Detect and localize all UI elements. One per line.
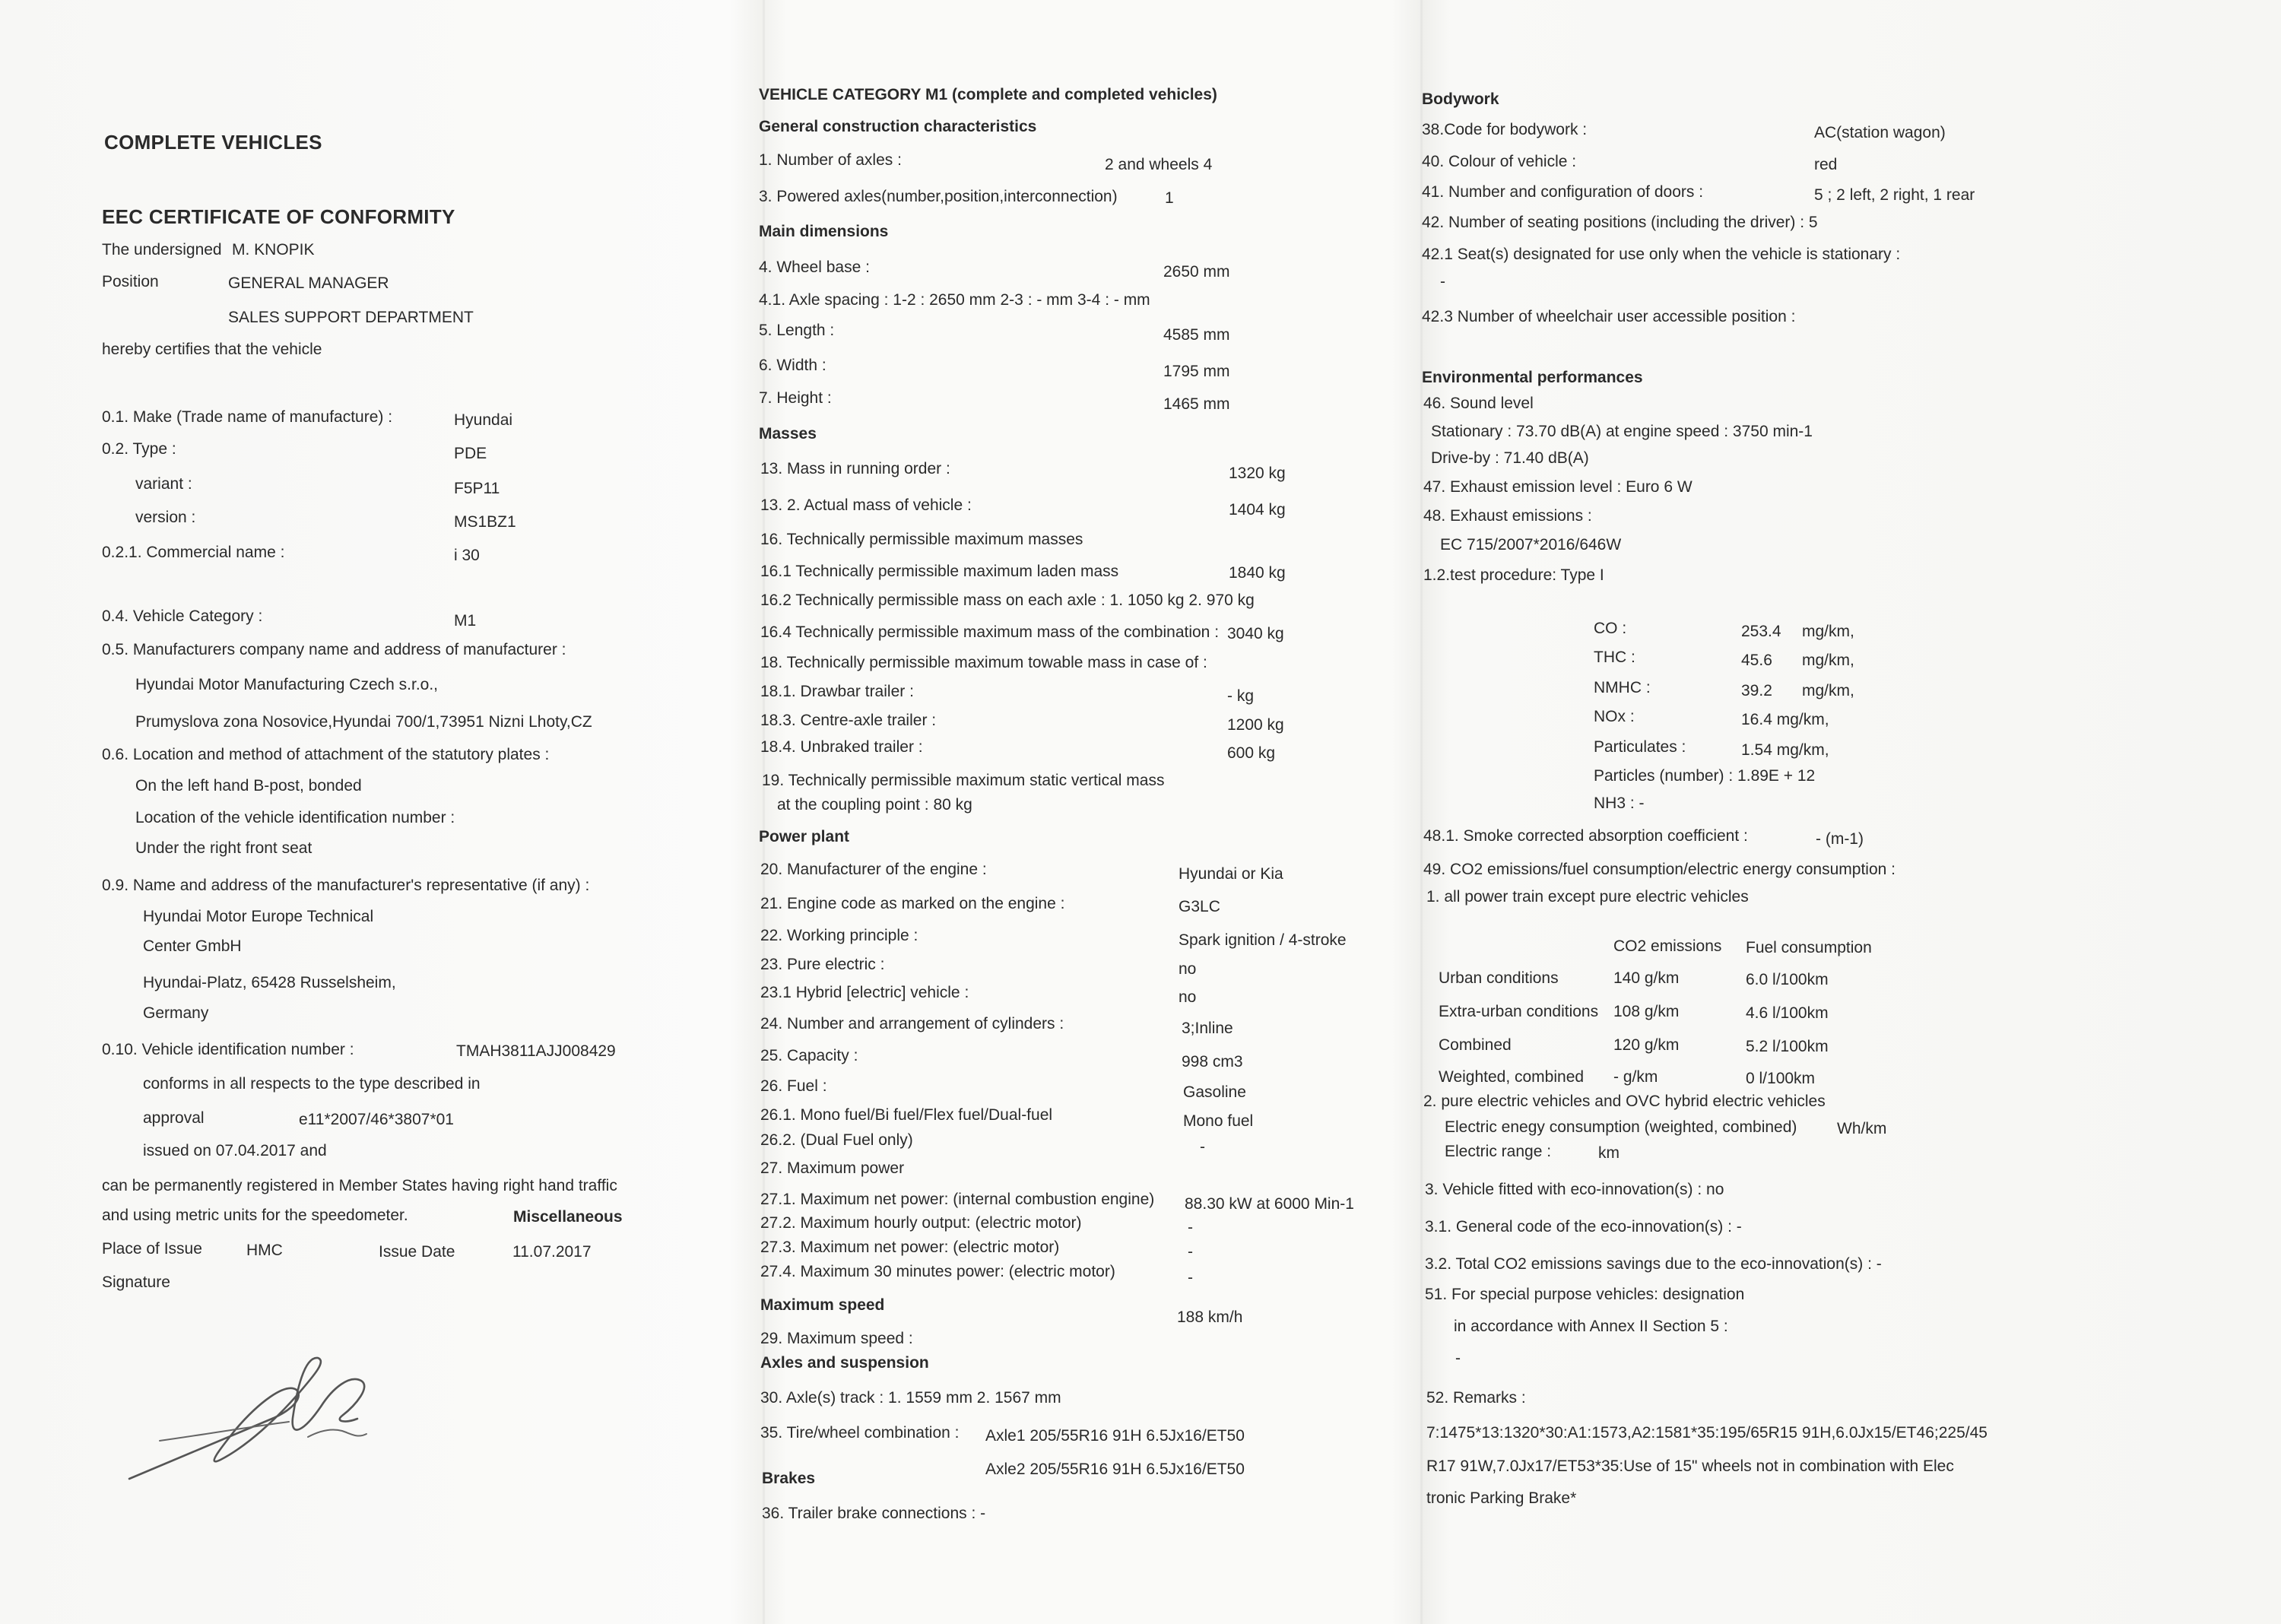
pollutant-nox-name: NOx : xyxy=(1594,708,1635,725)
powertrain-heading: 1. all power train except pure electric vehicles xyxy=(1426,888,1749,906)
undersigned-name: M. KNOPIK xyxy=(232,241,315,259)
electric-range-unit: km xyxy=(1598,1144,1620,1162)
signature-label: Signature xyxy=(102,1274,170,1291)
axles-suspension-heading: Axles and suspension xyxy=(760,1354,929,1372)
miscellaneous-heading: Miscellaneous xyxy=(513,1208,623,1226)
mass-each-axle: 16.2 Technically permissible mass on each axle : 1. 1050 kg 2. 970 kg xyxy=(760,592,1255,609)
combined-co2: 120 g/km xyxy=(1613,1036,1680,1054)
pollutant-nox-value: 16.4 mg/km, xyxy=(1741,711,1829,728)
issue-date-label: Issue Date xyxy=(379,1243,455,1261)
representative-line-4: Germany xyxy=(143,1004,209,1022)
net-power-label: 27.1. Maximum net power: (internal combustion engine) xyxy=(760,1191,1155,1208)
version-value: MS1BZ1 xyxy=(454,513,516,531)
eco-innovation-savings: 3.2. Total CO2 emissions savings due to the eco-innovation(s) : - xyxy=(1425,1255,1882,1273)
commercial-name-value: i 30 xyxy=(454,547,480,564)
urban-label: Urban conditions xyxy=(1439,969,1559,987)
pollutant-particulates-name: Particulates : xyxy=(1594,738,1686,756)
pollutant-co-unit: mg/km, xyxy=(1802,623,1854,640)
working-principle-value: Spark ignition / 4-stroke xyxy=(1179,931,1347,949)
hybrid-vehicle-label: 23.1 Hybrid [electric] vehicle : xyxy=(760,984,969,1001)
co2-emissions-header: CO2 emissions xyxy=(1613,937,1722,955)
representative-line-1: Hyundai Motor Europe Technical xyxy=(143,908,374,925)
laden-mass-value: 1840 kg xyxy=(1229,564,1286,582)
net-power-electric-value: - xyxy=(1188,1243,1193,1261)
urban-co2: 140 g/km xyxy=(1613,969,1680,987)
tire-wheel-label: 35. Tire/wheel combination : xyxy=(760,1424,960,1442)
height-value: 1465 mm xyxy=(1163,395,1230,413)
extra-urban-label: Extra-urban conditions xyxy=(1439,1003,1599,1020)
drawbar-trailer-value: - kg xyxy=(1227,687,1255,705)
representative-line-3: Hyundai-Platz, 65428 Russelsheim, xyxy=(143,974,396,991)
main-dimensions-heading: Main dimensions xyxy=(759,223,889,240)
maximum-speed-label: 29. Maximum speed : xyxy=(760,1330,913,1347)
tire-wheel-axle2: Axle2 205/55R16 91H 6.5Jx16/ET50 xyxy=(985,1461,1245,1478)
pollutant-thc-value: 45.6 xyxy=(1741,652,1772,669)
trailer-brake-connections: 36. Trailer brake connections : - xyxy=(762,1505,986,1522)
seating-positions: 42. Number of seating positions (including the driver) : 5 xyxy=(1422,214,1818,231)
axles-value: 2 and wheels 4 xyxy=(1105,156,1213,173)
place-of-issue-value: HMC xyxy=(246,1242,283,1259)
exhaust-emissions-value: EC 715/2007*2016/646W xyxy=(1440,536,1622,553)
stationary-seats-label: 42.1 Seat(s) designated for use only when the vehicle is stationary : xyxy=(1422,246,1901,263)
type-value: PDE xyxy=(454,445,487,462)
drawbar-trailer-label: 18.1. Drawbar trailer : xyxy=(760,683,914,700)
issued-on-text: issued on 07.04.2017 and xyxy=(143,1142,327,1159)
position-label: Position xyxy=(102,273,159,290)
pollutant-nmhc-unit: mg/km, xyxy=(1802,682,1854,699)
remarks-line-2: R17 91W,7.0Jx17/ET53*35:Use of 15" wheels not in combination with Elec xyxy=(1426,1457,1954,1475)
length-value: 4585 mm xyxy=(1163,326,1230,344)
hourly-output-label: 27.2. Maximum hourly output: (electric motor) xyxy=(760,1214,1082,1232)
pollutant-nmhc-name: NMHC : xyxy=(1594,679,1651,696)
fold-crease-right xyxy=(1420,0,1423,1624)
representative-line-2: Center GmbH xyxy=(143,937,242,955)
environmental-heading: Environmental performances xyxy=(1422,369,1643,386)
eco-innovation-code: 3.1. General code of the eco-innovation(s) : - xyxy=(1425,1218,1742,1235)
complete-vehicles-heading: COMPLETE VEHICLES xyxy=(104,131,322,154)
electric-energy-label: Electric enegy consumption (weighted, combined) xyxy=(1445,1118,1797,1136)
hybrid-vehicle-value: no xyxy=(1179,988,1197,1006)
fold-crease-left xyxy=(763,0,765,1624)
bodywork-heading: Bodywork xyxy=(1422,90,1499,108)
brakes-heading: Brakes xyxy=(762,1470,816,1487)
doors-label: 41. Number and configuration of doors : xyxy=(1422,183,1704,201)
version-label: version : xyxy=(135,509,196,526)
vertical-mass-label-2: at the coupling point : 80 kg xyxy=(777,796,972,814)
conforms-text: conforms in all respects to the type described in xyxy=(143,1075,481,1093)
special-purpose-label-1: 51. For special purpose vehicles: designation xyxy=(1425,1286,1745,1303)
unbraked-trailer-label: 18.4. Unbraked trailer : xyxy=(760,738,923,756)
stationary-seats-value: - xyxy=(1440,273,1445,290)
test-procedure: 1.2.test procedure: Type I xyxy=(1423,566,1604,584)
manufacturer-label: 0.5. Manufacturers company name and address of manufacturer : xyxy=(102,641,566,658)
eco-innovation-fitted: 3. Vehicle fitted with eco-innovation(s) : no xyxy=(1425,1181,1724,1198)
engine-manufacturer-label: 20. Manufacturer of the engine : xyxy=(760,861,987,878)
position-value-2: SALES SUPPORT DEPARTMENT xyxy=(228,309,474,326)
pure-electric-heading: 2. pure electric vehicles and OVC hybrid electric vehicles xyxy=(1423,1093,1826,1110)
net-power-value: 88.30 kW at 6000 Min-1 xyxy=(1185,1195,1354,1213)
width-label: 6. Width : xyxy=(759,357,826,374)
weighted-combined-co2: - g/km xyxy=(1613,1068,1658,1086)
maximum-speed-value: 188 km/h xyxy=(1177,1308,1243,1326)
handwritten-signature xyxy=(114,1346,479,1498)
maximum-speed-heading: Maximum speed xyxy=(760,1296,885,1314)
engine-code-value: G3LC xyxy=(1179,898,1220,915)
pollutant-particulates-value: 1.54 mg/km, xyxy=(1741,741,1829,759)
vehicle-category-value: M1 xyxy=(454,612,477,630)
pollutant-thc-unit: mg/km, xyxy=(1802,652,1854,669)
position-value-1: GENERAL MANAGER xyxy=(228,274,389,292)
bodywork-code-label: 38.Code for bodywork : xyxy=(1422,121,1588,138)
vin-value: TMAH3811AJJ008429 xyxy=(456,1042,616,1060)
pure-electric-value: no xyxy=(1179,960,1197,978)
centre-axle-trailer-value: 1200 kg xyxy=(1227,716,1284,734)
issue-date-value: 11.07.2017 xyxy=(512,1243,592,1261)
laden-mass-label: 16.1 Technically permissible maximum laden mass xyxy=(760,563,1119,580)
fuel-value: Gasoline xyxy=(1183,1083,1246,1101)
weighted-combined-fuel: 0 l/100km xyxy=(1746,1070,1816,1087)
engine-manufacturer-value: Hyundai or Kia xyxy=(1179,865,1283,883)
thirty-minutes-power-label: 27.4. Maximum 30 minutes power: (electric motor) xyxy=(760,1263,1115,1280)
fuel-consumption-header: Fuel consumption xyxy=(1746,939,1872,956)
manufacturer-name: Hyundai Motor Manufacturing Czech s.r.o., xyxy=(135,676,439,693)
vin-location-label: Location of the vehicle identification number : xyxy=(135,809,455,826)
engine-code-label: 21. Engine code as marked on the engine : xyxy=(760,895,1065,912)
mono-fuel-value: Mono fuel xyxy=(1183,1112,1254,1130)
commercial-name-label: 0.2.1. Commercial name : xyxy=(102,544,285,561)
combination-mass-value: 3040 kg xyxy=(1227,625,1284,642)
colour-label: 40. Colour of vehicle : xyxy=(1422,153,1577,170)
combination-mass-label: 16.4 Technically permissible maximum mass of the combination : xyxy=(760,623,1220,641)
approval-label: approval xyxy=(143,1109,205,1127)
wheelchair-positions: 42.3 Number of wheelchair user accessible position : xyxy=(1422,308,1796,325)
length-label: 5. Length : xyxy=(759,322,835,339)
vertical-mass-label-1: 19. Technically permissible maximum static vertical mass xyxy=(762,772,1165,789)
vin-label: 0.10. Vehicle identification number : xyxy=(102,1041,354,1058)
registration-text-1: can be permanently registered in Member States having right hand traffic xyxy=(102,1177,617,1194)
extra-urban-fuel: 4.6 l/100km xyxy=(1746,1004,1829,1022)
urban-fuel: 6.0 l/100km xyxy=(1746,971,1829,988)
doors-value: 5 ; 2 left, 2 right, 1 rear xyxy=(1814,186,1975,204)
exhaust-emission-level: 47. Exhaust emission level : Euro 6 W xyxy=(1423,478,1693,496)
wheel-base-value: 2650 mm xyxy=(1163,263,1230,281)
actual-mass-value: 1404 kg xyxy=(1229,501,1286,519)
capacity-value: 998 cm3 xyxy=(1182,1053,1243,1071)
centre-axle-trailer-label: 18.3. Centre-axle trailer : xyxy=(760,712,937,729)
make-label: 0.1. Make (Trade name of manufacture) : xyxy=(102,408,393,426)
thirty-minutes-power-value: - xyxy=(1188,1269,1193,1286)
statutory-plates-value: On the left hand B-post, bonded xyxy=(135,777,362,795)
cylinders-label: 24. Number and arrangement of cylinders : xyxy=(760,1015,1064,1032)
pollutant-co-value: 253.4 xyxy=(1741,623,1781,640)
wheel-base-label: 4. Wheel base : xyxy=(759,259,870,276)
special-purpose-label-2: in accordance with Annex II Section 5 : xyxy=(1454,1318,1728,1335)
smoke-coefficient-value: - (m-1) xyxy=(1816,830,1864,848)
stationary-sound-level: Stationary : 73.70 dB(A) at engine speed : 3750 min-1 xyxy=(1431,423,1813,440)
masses-heading: Masses xyxy=(759,425,817,442)
pollutant-thc-name: THC : xyxy=(1594,649,1635,666)
power-plant-heading: Power plant xyxy=(759,828,850,845)
axle-spacing: 4.1. Axle spacing : 1-2 : 2650 mm 2-3 : - mm 3-4 : - mm xyxy=(759,291,1150,309)
manufacturer-address: Prumyslova zona Nosovice,Hyundai 700/1,73951 Nizni Lhoty,CZ xyxy=(135,713,592,731)
pure-electric-label: 23. Pure electric : xyxy=(760,956,885,973)
registration-text-2: and using metric units for the speedometer. xyxy=(102,1207,408,1224)
undersigned-label: The undersigned xyxy=(102,241,222,259)
electric-energy-unit: Wh/km xyxy=(1837,1120,1887,1137)
co2-consumption-heading: 49. CO2 emissions/fuel consumption/electric energy consumption : xyxy=(1423,861,1896,878)
vehicle-category-label: 0.4. Vehicle Category : xyxy=(102,607,263,625)
axle-track: 30. Axle(s) track : 1. 1559 mm 2. 1567 mm xyxy=(760,1389,1061,1407)
height-label: 7. Height : xyxy=(759,389,832,407)
unbraked-trailer-value: 600 kg xyxy=(1227,744,1276,762)
exhaust-emissions-label: 48. Exhaust emissions : xyxy=(1423,507,1592,525)
place-of-issue-label: Place of Issue xyxy=(102,1240,202,1258)
statutory-plates-label: 0.6. Location and method of attachment of the statutory plates : xyxy=(102,746,550,763)
certifies-text: hereby certifies that the vehicle xyxy=(102,341,322,358)
vehicle-category-heading: VEHICLE CATEGORY M1 (complete and completed vehicles) xyxy=(759,86,1217,103)
bodywork-code-value: AC(station wagon) xyxy=(1814,124,1946,141)
net-power-electric-label: 27.3. Maximum net power: (electric motor) xyxy=(760,1239,1060,1256)
combined-label: Combined xyxy=(1439,1036,1512,1054)
make-value: Hyundai xyxy=(454,411,513,429)
hourly-output-value: - xyxy=(1188,1219,1193,1236)
powered-axles-label: 3. Powered axles(number,position,interconnection) xyxy=(759,188,1118,205)
eec-certificate-title: EEC CERTIFICATE OF CONFORMITY xyxy=(102,205,455,228)
variant-label: variant : xyxy=(135,475,192,493)
fuel-label: 26. Fuel : xyxy=(760,1077,827,1095)
variant-value: F5P11 xyxy=(454,480,500,497)
dual-fuel-label: 26.2. (Dual Fuel only) xyxy=(760,1131,913,1149)
representative-label: 0.9. Name and address of the manufacturer's representative (if any) : xyxy=(102,877,590,894)
powered-axles-value: 1 xyxy=(1165,189,1174,207)
permissible-masses-heading: 16. Technically permissible maximum masses xyxy=(760,531,1083,548)
approval-value: e11*2007/46*3807*01 xyxy=(299,1111,454,1128)
towable-mass-heading: 18. Technically permissible maximum towable mass in case of : xyxy=(760,654,1207,671)
general-construction-heading: General construction characteristics xyxy=(759,118,1037,135)
combined-fuel: 5.2 l/100km xyxy=(1746,1038,1829,1055)
special-purpose-value: - xyxy=(1455,1350,1461,1367)
remarks-label: 52. Remarks : xyxy=(1426,1389,1526,1407)
pollutant-co-name: CO : xyxy=(1594,620,1627,637)
sound-level-label: 46. Sound level xyxy=(1423,395,1534,412)
nh3-value: NH3 : - xyxy=(1594,795,1645,812)
colour-value: red xyxy=(1814,156,1838,173)
remarks-line-3: tronic Parking Brake* xyxy=(1426,1489,1577,1507)
capacity-label: 25. Capacity : xyxy=(760,1047,858,1064)
driveby-sound-level: Drive-by : 71.40 dB(A) xyxy=(1431,449,1589,467)
extra-urban-co2: 108 g/km xyxy=(1613,1003,1680,1020)
weighted-combined-label: Weighted, combined xyxy=(1439,1068,1585,1086)
actual-mass-label: 13. 2. Actual mass of vehicle : xyxy=(760,496,972,514)
electric-range-label: Electric range : xyxy=(1445,1143,1552,1160)
pollutant-nmhc-value: 39.2 xyxy=(1741,682,1772,699)
axles-label: 1. Number of axles : xyxy=(759,151,902,169)
smoke-coefficient-label: 48.1. Smoke corrected absorption coefficient : xyxy=(1423,827,1748,845)
remarks-line-1: 7:1475*13:1320*30:A1:1573,A2:1581*35:195/65R15 91H,6.0Jx15/ET46;225/45 xyxy=(1426,1424,1988,1442)
tire-wheel-axle1: Axle1 205/55R16 91H 6.5Jx16/ET50 xyxy=(985,1427,1245,1445)
type-label: 0.2. Type : xyxy=(102,440,176,458)
mass-running-order-label: 13. Mass in running order : xyxy=(760,460,950,477)
mass-running-order-value: 1320 kg xyxy=(1229,465,1286,482)
vin-location-value: Under the right front seat xyxy=(135,839,312,857)
max-power-label: 27. Maximum power xyxy=(760,1159,905,1177)
mono-fuel-label: 26.1. Mono fuel/Bi fuel/Flex fuel/Dual-fuel xyxy=(760,1106,1053,1124)
width-value: 1795 mm xyxy=(1163,363,1230,380)
dual-fuel-value: - xyxy=(1200,1138,1205,1156)
particles-number: Particles (number) : 1.89E + 12 xyxy=(1594,767,1816,785)
working-principle-label: 22. Working principle : xyxy=(760,927,918,944)
cylinders-value: 3;Inline xyxy=(1182,1020,1233,1037)
